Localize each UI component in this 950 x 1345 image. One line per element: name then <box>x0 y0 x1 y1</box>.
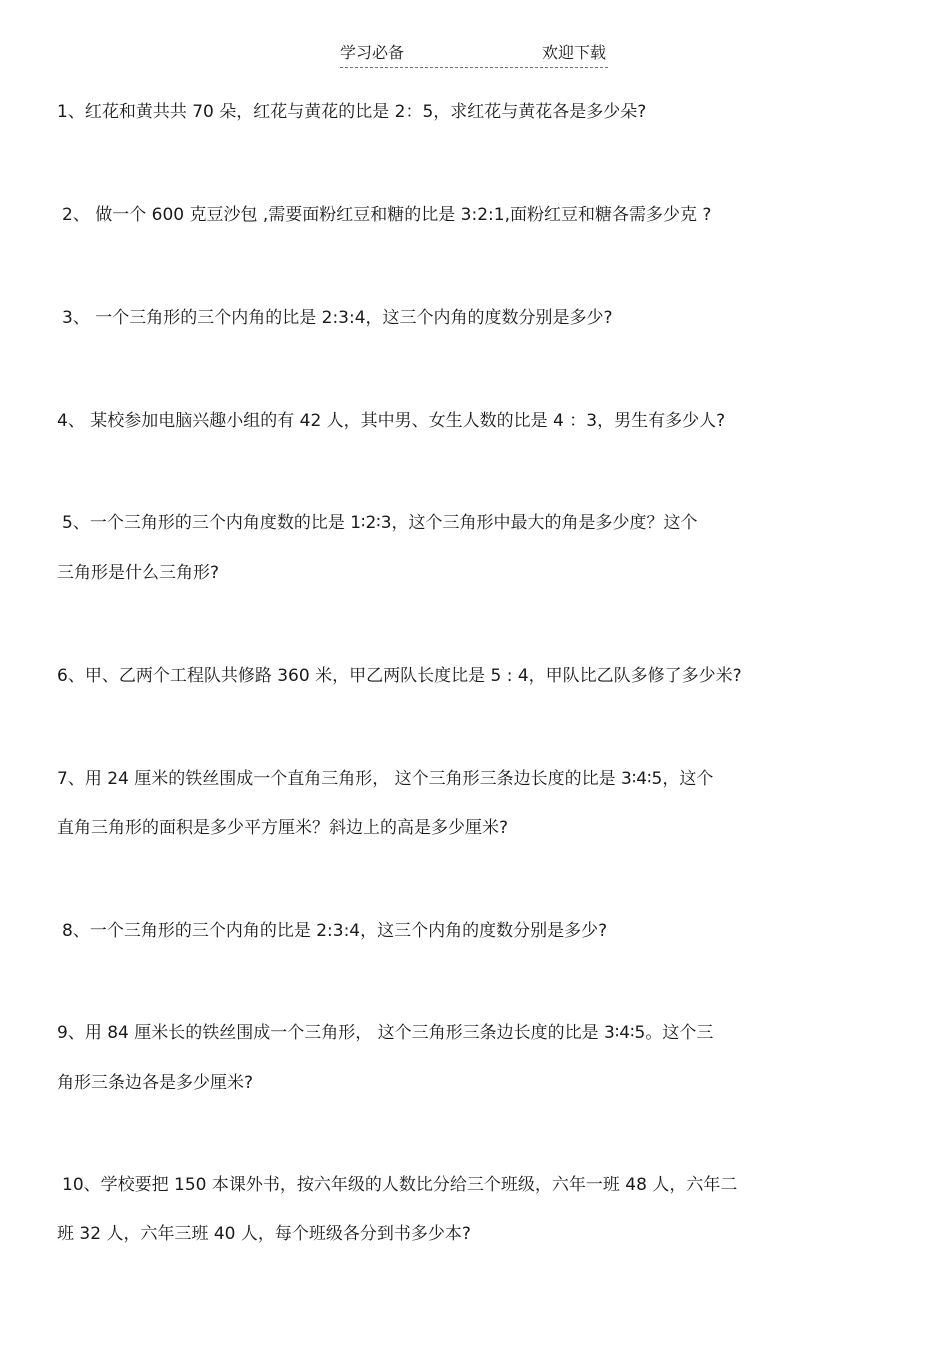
question-10-line-1: 10、学校要把 150 本课外书，按六年级的人数比分给三个班级，六年一班 48 人，六年二 <box>62 1175 738 1195</box>
question-5-line-2: 三角形是什么三角形? <box>57 563 220 583</box>
question-7-line-1: 7、用 24 厘米的铁丝围成一个直角三角形， 这个三角形三条边长度的比是 3∶4∶5，这个 <box>57 769 714 789</box>
question-9-line-2: 角形三条边各是多少厘米? <box>57 1073 254 1093</box>
question-3: 3、 一个三角形的三个内角的比是 2:3:4，这三个内角的度数分别是多少? <box>62 308 613 328</box>
question-5-line-1: 5、一个三角形的三个内角度数的比是 1∶2∶3，这个三角形中最大的角是多少度？这个 <box>62 513 698 533</box>
question-8: 8、一个三角形的三个内角的比是 2:3:4，这三个内角的度数分别是多少? <box>62 921 608 941</box>
header-left-text: 学习必备 <box>340 43 405 62</box>
question-6: 6、甲、乙两个工程队共修路 360 米，甲乙两队长度比是 5 : 4，甲队比乙队多修了多少米? <box>57 666 742 686</box>
question-1: 1、红花和黄共共 70 朵，红花与黄花的比是 2：5，求红花与黄花各是多少朵? <box>57 102 647 122</box>
question-7-line-2: 直角三角形的面积是多少平方厘米？斜边上的高是多少厘米? <box>57 818 509 838</box>
page-header <box>340 41 608 68</box>
header-right-text: 欢迎下载 <box>541 43 606 62</box>
question-10-line-2: 班 32 人，六年三班 40 人，每个班级各分到书多少本? <box>57 1224 471 1244</box>
question-2: 2、 做一个 600 克豆沙包 ,需要面粉红豆和糖的比是 3:2:1,面粉红豆和糖各需多少克 ? <box>62 205 712 225</box>
question-4: 4、 某校参加电脑兴趣小组的有 42 人，其中男、女生人数的比是 4 ：3，男生有多少人? <box>57 411 726 431</box>
question-9-line-1: 9、用 84 厘米长的铁丝围成一个三角形， 这个三角形三条边长度的比是 3∶4∶5。这个三 <box>57 1023 714 1043</box>
